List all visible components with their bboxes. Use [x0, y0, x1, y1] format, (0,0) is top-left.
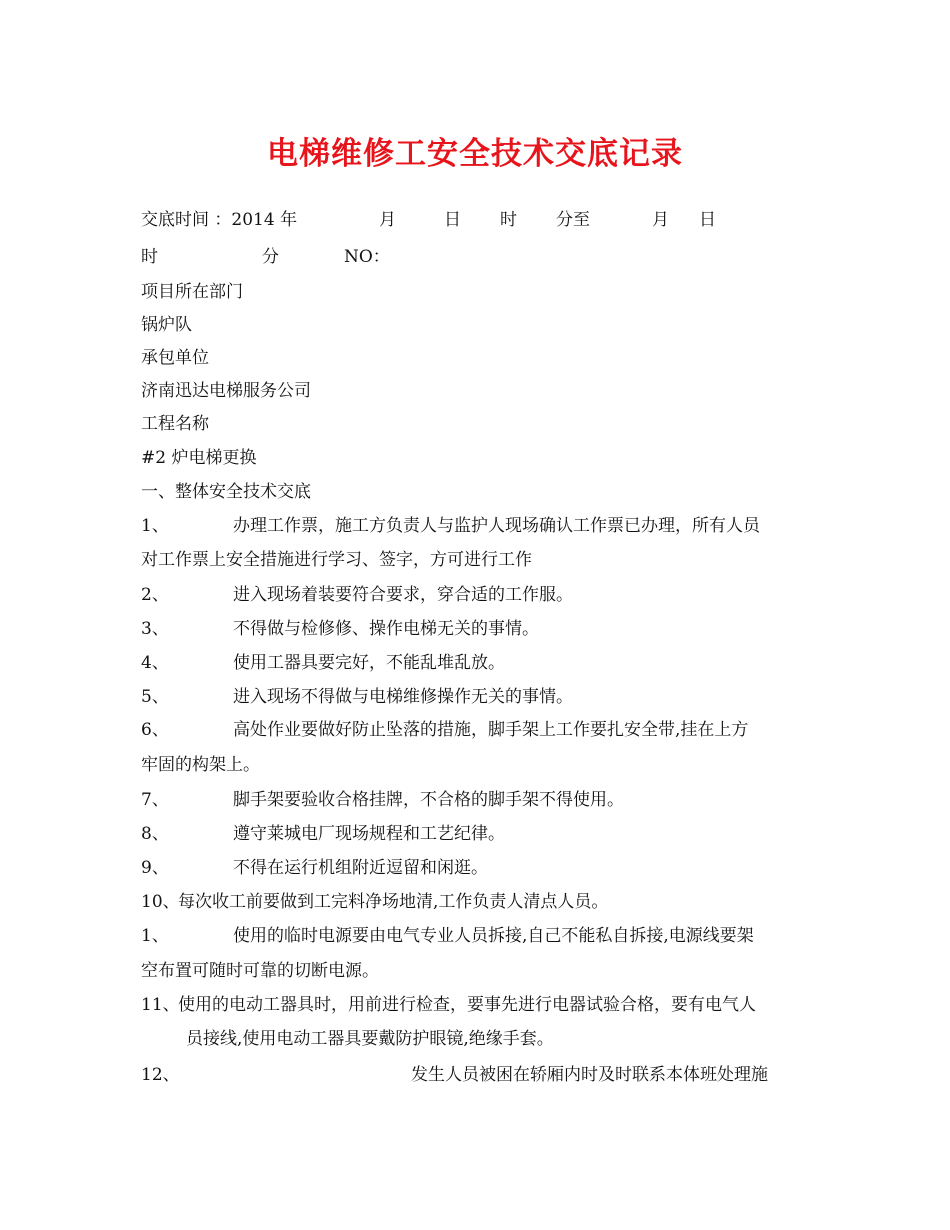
item-text: 每次收工前要做到工完料净场地清,工作负责人清点人员。: [178, 892, 609, 912]
no-label: NO：: [344, 247, 390, 267]
dept-label: 项目所在部门: [141, 282, 243, 302]
item-number: 6、: [141, 720, 169, 740]
item-number: 1、: [141, 926, 169, 946]
item-text: 使用的电动工器具时，用前进行检查，要事先进行电器试验合格，要有电气人: [178, 995, 756, 1015]
item-text: 遵守莱城电厂现场规程和工艺纪律。: [233, 824, 505, 844]
item-number: 1、: [141, 516, 169, 536]
item-text: 进入现场不得做与电梯维修操作无关的事情。: [233, 687, 573, 707]
item-text: 发生人员被困在轿厢内时及时联系本体班处理施: [411, 1065, 768, 1085]
project-label: 工程名称: [141, 414, 209, 434]
month-label-1: 月: [379, 210, 396, 230]
minute-label-2: 分: [262, 247, 279, 267]
item-text: 不得做与检修修、操作电梯无关的事情。: [233, 619, 539, 639]
contractor-label: 承包单位: [141, 348, 209, 368]
item-number: 8、: [141, 824, 169, 844]
item-continuation: 空布置可随时可靠的切断电源。: [141, 961, 379, 981]
time-label: 交底时间 ：2014 年: [141, 210, 298, 230]
item-number: 7、: [141, 790, 169, 810]
contractor-value: 济南迅达电梯服务公司: [141, 381, 311, 401]
item-text: 进入现场着装要符合要求，穿合适的工作服。: [233, 585, 573, 605]
item-number: 9、: [141, 858, 169, 878]
dept-value: 锅炉队: [141, 315, 192, 335]
hour-label-1: 时: [500, 210, 517, 230]
month-label-2: 月: [652, 210, 669, 230]
item-number: 11、: [141, 995, 180, 1015]
item-text: 使用的临时电源要由电气专业人员拆接,自己不能私自拆接,电源线要架: [233, 926, 754, 946]
document-title: 电梯维修工安全技术交底记录: [267, 136, 683, 172]
item-text: 不得在运行机组附近逗留和闲逛。: [233, 858, 488, 878]
item-text: 使用工器具要完好，不能乱堆乱放。: [233, 653, 505, 673]
item-continuation: 员接线,使用电动工器具要戴防护眼镜,绝缘手套。: [186, 1029, 554, 1049]
day-label-2: 日: [699, 210, 716, 230]
item-continuation: 牢固的构架上。: [141, 755, 260, 775]
item-number: 12、: [141, 1065, 180, 1085]
item-number: 10、: [141, 892, 180, 912]
item-number: 5、: [141, 687, 169, 707]
item-number: 3、: [141, 619, 169, 639]
item-text: 高处作业要做好防止坠落的措施，脚手架上工作要扎安全带,挂在上方: [233, 720, 749, 740]
day-label-1: 日: [444, 210, 461, 230]
section-title: 一、整体安全技术交底: [141, 482, 311, 502]
project-value: #2 炉电梯更换: [141, 448, 257, 468]
item-continuation: 对工作票上安全措施进行学习、签字，方可进行工作: [141, 550, 532, 570]
item-text: 脚手架要验收合格挂牌，不合格的脚手架不得使用。: [233, 790, 624, 810]
item-text: 办理工作票，施工方负责人与监护人现场确认工作票已办理，所有人员: [233, 516, 760, 536]
hour-label-2: 时: [141, 247, 158, 267]
item-number: 2、: [141, 585, 169, 605]
minute-to-label: 分至: [556, 210, 590, 230]
item-number: 4、: [141, 653, 169, 673]
